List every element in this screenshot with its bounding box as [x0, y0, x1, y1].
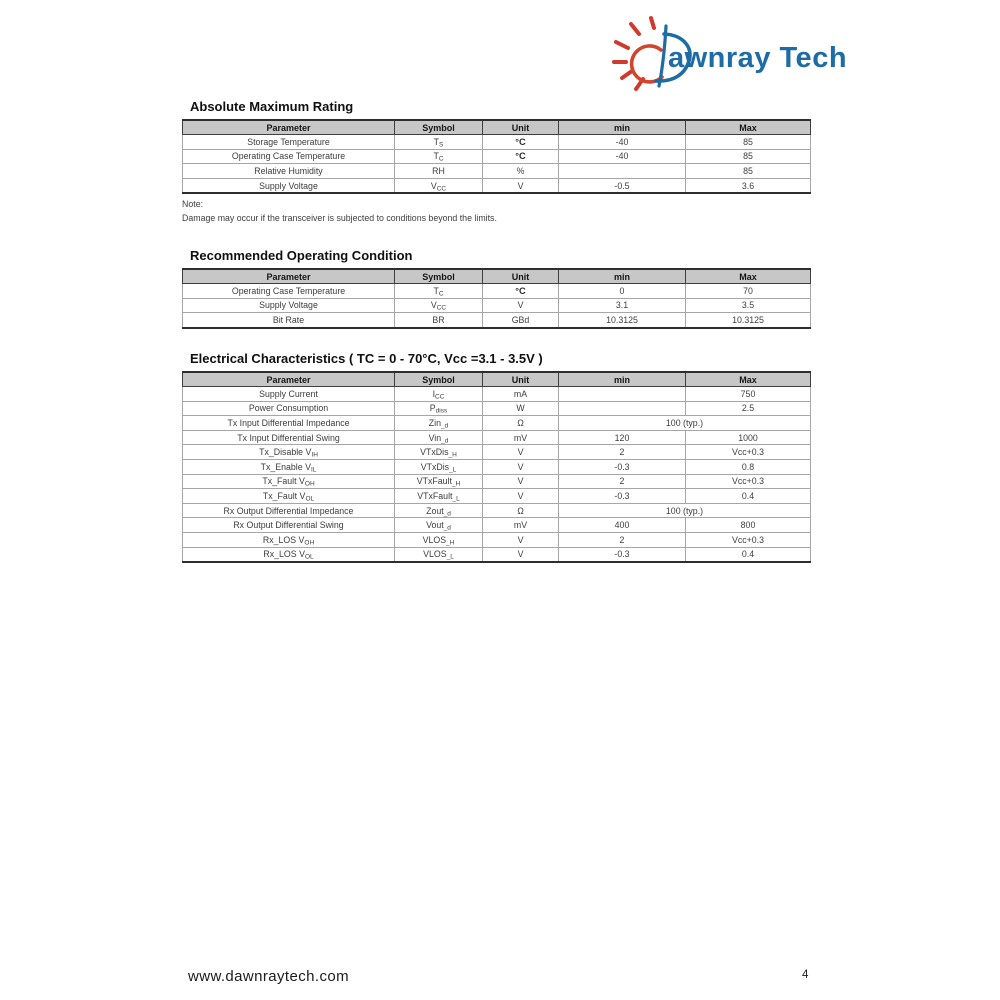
cell-unit: % — [483, 164, 559, 179]
cell-min: -0.3 — [559, 459, 686, 474]
cell-parameter: Rx Output Differential Swing — [183, 518, 395, 533]
cell-max: 85 — [686, 135, 811, 150]
cell-symbol: $V_{CC}$ — [395, 298, 483, 313]
cell-max: 85 — [686, 149, 811, 164]
note-text: Damage may occur if the transceiver is subjected to conditions beyond the limits. — [182, 212, 497, 223]
cell-unit: mV — [483, 518, 559, 533]
cell-parameter: Rx_LOS $V_{OL}$ — [183, 547, 395, 562]
header-row — [183, 372, 811, 387]
cell-min: 2 — [559, 445, 686, 460]
page-number: 4 — [802, 969, 809, 981]
table-row — [183, 149, 811, 164]
cell-max: 70 — [686, 284, 811, 299]
cell-parameter: Rx_LOS $V_{OH}$ — [183, 532, 395, 547]
cell-symbol: Zout$_{\_d}$ — [395, 503, 483, 518]
column-header: Unit — [483, 120, 559, 135]
cell-unit: W — [483, 401, 559, 416]
cell-max: Vcc+0.3 — [686, 532, 811, 547]
column-header: min — [559, 372, 686, 387]
cell-unit: V — [483, 474, 559, 489]
cell-parameter: Relative Humidity — [183, 164, 395, 179]
cell-max: 0.4 — [686, 547, 811, 562]
table-row — [183, 284, 811, 299]
cell-symbol: $VLOS_{\_L}$ — [395, 547, 483, 562]
column-header: Symbol — [395, 372, 483, 387]
table-row — [183, 532, 811, 547]
cell-symbol: Zin$_{\_d}$ — [395, 416, 483, 431]
section-title: Absolute Maximum Rating — [190, 99, 354, 114]
electrical-characteristics-table — [182, 371, 811, 563]
table-row — [183, 430, 811, 445]
table-row — [183, 503, 811, 518]
cell-min: -0.5 — [559, 178, 686, 193]
cell-symbol: $I_{CC}$ — [395, 387, 483, 402]
cell-unit: V — [483, 547, 559, 562]
section-title: Electrical Characteristics ( TC = 0 - 70°C, Vcc =3.1 - 3.5V ) — [190, 351, 543, 366]
cell-max: 0.4 — [686, 489, 811, 504]
section-electrical-characteristics — [182, 351, 810, 563]
cell-symbol: $T_C$ — [395, 149, 483, 164]
cell-min — [559, 387, 686, 402]
cell-min: -40 — [559, 135, 686, 150]
absolute-maximum-rating-table — [182, 119, 811, 194]
cell-symbol: $V_{CC}$ — [395, 178, 483, 193]
cell-min: 3.1 — [559, 298, 686, 313]
section-recommended-operating-condition — [182, 248, 810, 329]
header-row — [183, 120, 811, 135]
cell-min: 400 — [559, 518, 686, 533]
table-notes — [182, 198, 810, 225]
cell-min: 10.3125 — [559, 313, 686, 328]
cell-symbol: Vin$_{\_d}$ — [395, 430, 483, 445]
cell-min: 2 — [559, 474, 686, 489]
cell-parameter: Tx Input Differential Swing — [183, 430, 395, 445]
cell-parameter: Tx_Fault $V_{OH}$ — [183, 474, 395, 489]
note-label: Note: — [182, 199, 204, 210]
table-row — [183, 459, 811, 474]
cell-unit: GBd — [483, 313, 559, 328]
cell-typical-value: 100 (typ.) — [559, 416, 811, 431]
table-row — [183, 298, 811, 313]
column-header: Max — [686, 269, 811, 284]
cell-parameter: Supply Current — [183, 387, 395, 402]
cell-parameter: Tx_Disable $V_{IH}$ — [183, 445, 395, 460]
cell-parameter: Tx_Fault $V_{OL}$ — [183, 489, 395, 504]
recommended-operating-condition-table — [182, 268, 811, 329]
cell-unit: Ω — [483, 503, 559, 518]
cell-max: 3.5 — [686, 298, 811, 313]
column-header: Parameter — [183, 120, 395, 135]
cell-unit: °C — [483, 284, 559, 299]
column-header: min — [559, 120, 686, 135]
cell-max: Vcc+0.3 — [686, 445, 811, 460]
cell-unit: V — [483, 459, 559, 474]
cell-max: 2.5 — [686, 401, 811, 416]
table-row — [183, 164, 811, 179]
cell-max: 800 — [686, 518, 811, 533]
table-row — [183, 135, 811, 150]
cell-min — [559, 164, 686, 179]
table-row — [183, 489, 811, 504]
cell-min: -0.3 — [559, 489, 686, 504]
column-header: Symbol — [395, 269, 483, 284]
cell-parameter: Operating Case Temperature — [183, 149, 395, 164]
cell-min: 120 — [559, 430, 686, 445]
column-header: Max — [686, 120, 811, 135]
cell-min — [559, 401, 686, 416]
cell-min: -40 — [559, 149, 686, 164]
table-row — [183, 313, 811, 328]
cell-symbol: VTxDis$_{\_L}$ — [395, 459, 483, 474]
cell-min: 0 — [559, 284, 686, 299]
cell-unit: V — [483, 445, 559, 460]
cell-symbol: $P_{diss}$ — [395, 401, 483, 416]
cell-unit: V — [483, 298, 559, 313]
cell-unit: V — [483, 178, 559, 193]
cell-unit: V — [483, 532, 559, 547]
cell-unit: mV — [483, 430, 559, 445]
cell-parameter: Rx Output Differential Impedance — [183, 503, 395, 518]
table-row — [183, 474, 811, 489]
table-row — [183, 387, 811, 402]
cell-max: 1000 — [686, 430, 811, 445]
cell-max: 0.8 — [686, 459, 811, 474]
brand-text: awnray Tech — [668, 42, 848, 74]
cell-parameter: Tx Input Differential Impedance — [183, 416, 395, 431]
cell-unit: °C — [483, 149, 559, 164]
column-header: Unit — [483, 372, 559, 387]
cell-unit: °C — [483, 135, 559, 150]
cell-symbol: RH — [395, 164, 483, 179]
cell-parameter: Storage Temperature — [183, 135, 395, 150]
cell-parameter: Power Consumption — [183, 401, 395, 416]
column-header: Parameter — [183, 269, 395, 284]
cell-symbol: $T_C$ — [395, 284, 483, 299]
column-header: Parameter — [183, 372, 395, 387]
cell-unit: V — [483, 489, 559, 504]
column-header: Unit — [483, 269, 559, 284]
cell-parameter: Tx_Enable $V_{IL}$ — [183, 459, 395, 474]
cell-min: 2 — [559, 532, 686, 547]
logo — [604, 10, 849, 92]
section-absolute-maximum-rating — [182, 99, 810, 225]
cell-symbol: $T_S$ — [395, 135, 483, 150]
cell-symbol: VTxFault$_{\_H}$ — [395, 474, 483, 489]
column-header: Symbol — [395, 120, 483, 135]
cell-unit: Ω — [483, 416, 559, 431]
cell-min: -0.3 — [559, 547, 686, 562]
cell-max: 750 — [686, 387, 811, 402]
cell-typical-value: 100 (typ.) — [559, 503, 811, 518]
cell-parameter: Bit Rate — [183, 313, 395, 328]
table-row — [183, 416, 811, 431]
cell-max: 10.3125 — [686, 313, 811, 328]
table-row — [183, 401, 811, 416]
cell-parameter: Operating Case Temperature — [183, 284, 395, 299]
cell-parameter: Supply Voltage — [183, 298, 395, 313]
header-row — [183, 269, 811, 284]
column-header: min — [559, 269, 686, 284]
section-title: Recommended Operating Condition — [190, 248, 413, 263]
table-row — [183, 445, 811, 460]
cell-max: 3.6 — [686, 178, 811, 193]
cell-symbol: Vout$_{\_d}$ — [395, 518, 483, 533]
cell-symbol: $VLOS_{\_H}$ — [395, 532, 483, 547]
table-row — [183, 547, 811, 562]
cell-symbol: VTxDis$_{\_H}$ — [395, 445, 483, 460]
column-header: Max — [686, 372, 811, 387]
cell-symbol: VTxFault$_{\_L}$ — [395, 489, 483, 504]
table-row — [183, 518, 811, 533]
footer-website: www.dawnraytech.com — [188, 968, 349, 985]
cell-symbol: BR — [395, 313, 483, 328]
cell-max: Vcc+0.3 — [686, 474, 811, 489]
table-row — [183, 178, 811, 193]
cell-parameter: Supply Voltage — [183, 178, 395, 193]
cell-unit: mA — [483, 387, 559, 402]
cell-max: 85 — [686, 164, 811, 179]
